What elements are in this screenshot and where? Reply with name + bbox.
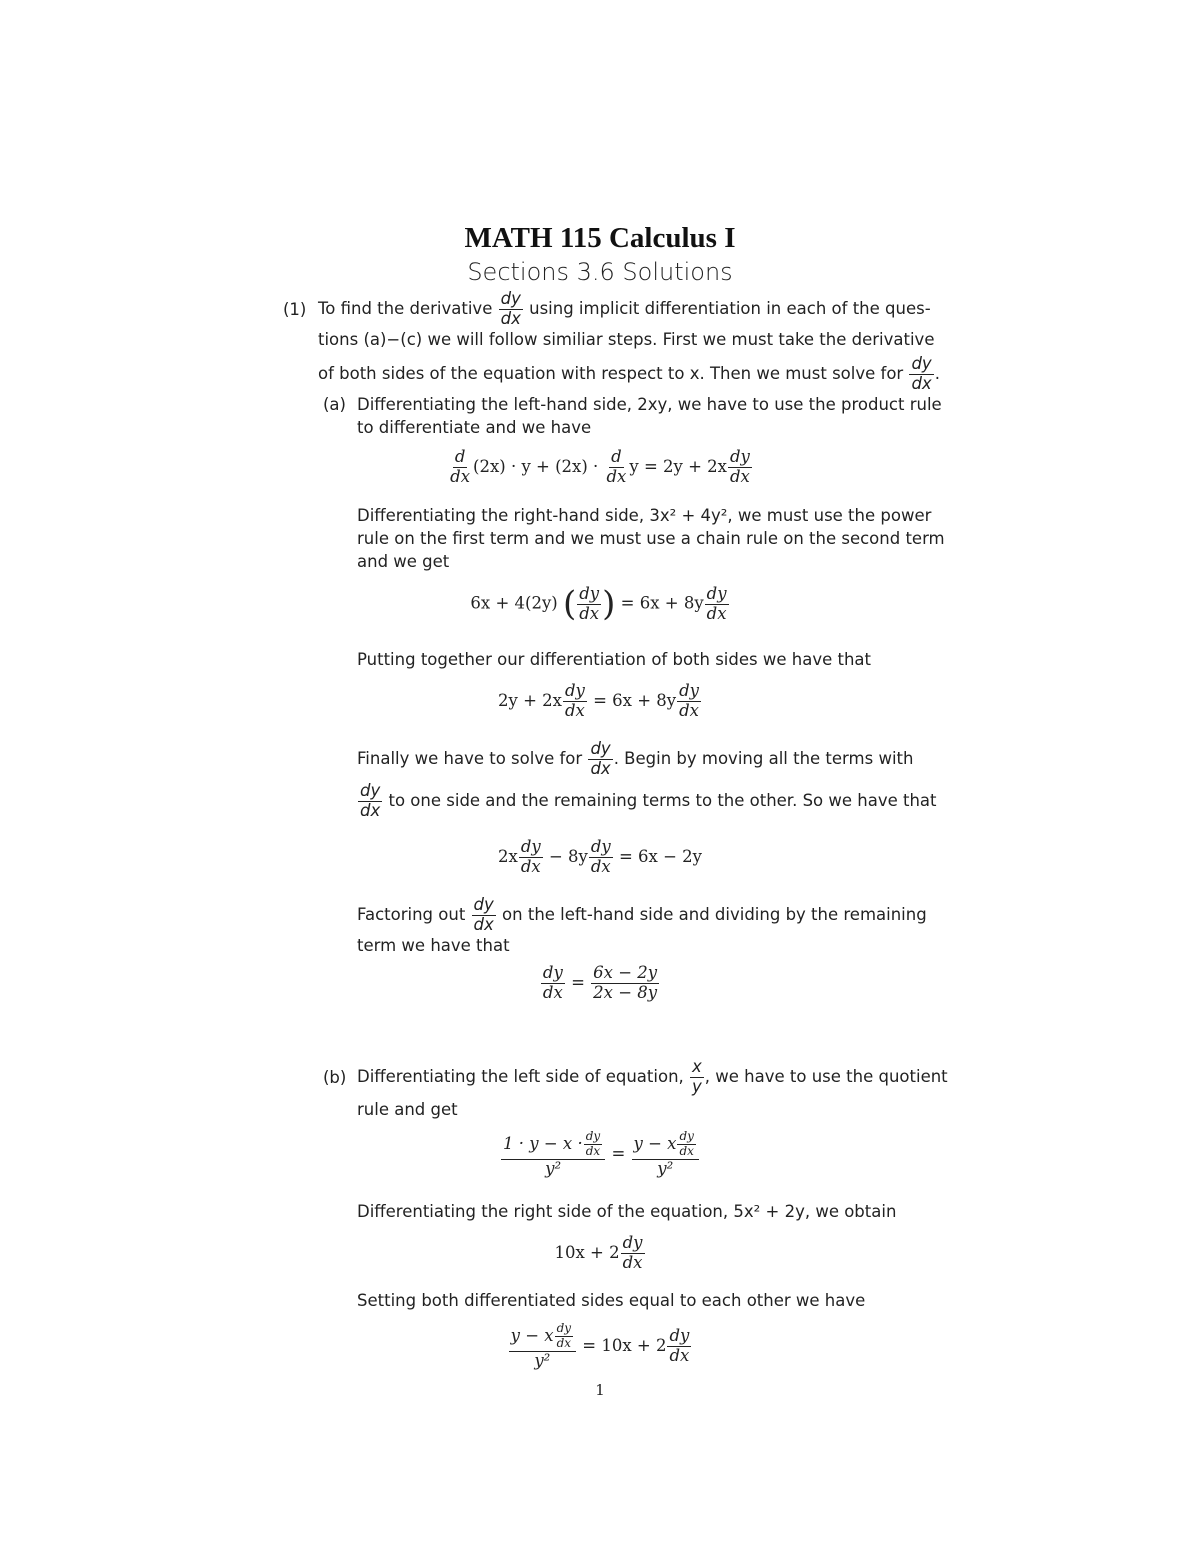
dy-dx-fraction — [563, 682, 587, 721]
frac-num: dy — [360, 781, 381, 800]
frac-num: dy — [729, 447, 750, 466]
part-a-text: Putting together our differentiation of both sides we have that — [357, 650, 871, 669]
frac-den: y² — [545, 1158, 562, 1178]
page-number: 1 — [595, 1381, 605, 1399]
dy-dx-fraction — [705, 585, 729, 624]
dy-dx-fraction — [621, 1234, 645, 1273]
frac-num: dy — [542, 963, 563, 982]
eq-text: 1 · y − x · — [503, 1133, 583, 1153]
eq-text: (2x) · y + (2x) · — [473, 456, 599, 476]
eq-text: = 6x − 2y — [618, 846, 702, 866]
frac-num — [509, 1322, 576, 1352]
frac-num: dy — [590, 739, 611, 758]
frac-num — [632, 1130, 699, 1160]
left-paren: ( — [562, 584, 577, 624]
part-a-text: term we have that — [357, 936, 510, 955]
frac-num: dy — [579, 583, 600, 603]
frac-den: y² — [657, 1158, 674, 1178]
dy-dx-fraction — [588, 740, 612, 779]
dy-dx-fraction — [577, 585, 601, 624]
frac-num: dy — [706, 583, 727, 603]
eq-text: 10x + 2 — [554, 1242, 620, 1262]
frac-num: x — [692, 1057, 702, 1076]
frac-num: dy — [911, 354, 932, 373]
frac-den: dx — [679, 700, 699, 720]
part-b-text: Setting both differentiated sides equal to each other we have — [357, 1291, 866, 1310]
equation-b1 — [0, 1130, 1200, 1179]
frac-den: dx — [622, 1252, 643, 1272]
quotient-fraction — [501, 1130, 605, 1179]
frac-den: dx — [500, 308, 521, 328]
intro-text: of both sides of the equation with respect to x. Then we must solve for — [318, 363, 904, 383]
eq-text: y = 2y + 2x — [629, 456, 727, 476]
eq-text: 6x + 4(2y) — [470, 593, 558, 613]
right-paren: ) — [602, 584, 616, 624]
equation-a1 — [0, 448, 1200, 487]
part-a-text: to differentiate and we have — [357, 418, 592, 437]
d-dx-fraction — [448, 448, 472, 487]
x-over-y-fraction — [690, 1058, 704, 1097]
equation-a2 — [0, 584, 1200, 624]
part-a-text: Factoring out — [357, 904, 466, 924]
equation-b2 — [0, 1234, 1200, 1273]
frac-num: d — [454, 447, 466, 466]
eq-text: = 6x + 8y — [593, 690, 677, 710]
dy-dx-fraction — [589, 838, 613, 877]
part-b-text: Differentiating the right side of the equation, 5x² + 2y, we obtain — [357, 1202, 897, 1221]
intro-text: using implicit differentiation in each of the ques- — [529, 298, 931, 318]
frac-num — [501, 1130, 605, 1160]
page-title: MATH 115 Calculus I — [464, 222, 736, 254]
part-a-text: Finally we have to solve for — [357, 748, 583, 768]
eq-text: 2x — [498, 846, 518, 866]
part-a-text: to one side and the remaining terms to the other. So we have that — [388, 790, 937, 810]
frac-den: dx — [579, 603, 600, 623]
quotient-fraction — [509, 1322, 576, 1371]
frac-den: dx — [669, 1345, 690, 1365]
eq-text: − 8y — [548, 846, 588, 866]
part-a-label: (a) — [323, 395, 346, 414]
eq-text: y − x — [633, 1133, 677, 1153]
frac-num: dy — [622, 1233, 643, 1252]
part-a-text: rule on the first term and we must use a chain rule on the second term — [357, 529, 945, 548]
part-a-text: on the left-hand side and dividing by the remaining — [502, 904, 927, 924]
dy-dx-fraction — [519, 838, 543, 877]
frac-num: dy — [500, 289, 521, 308]
problem-number: (1) — [283, 300, 307, 319]
intro-line-2: tions (a)−(c) we will follow similiar steps. First we must take the derivative — [318, 330, 935, 349]
frac-den: dx — [590, 758, 611, 778]
dy-dx-fraction — [541, 964, 565, 1003]
dy-dx-fraction — [358, 782, 382, 821]
frac-den: 2x − 8y — [593, 982, 658, 1002]
part-a-text: and we get — [357, 552, 450, 571]
part-a-text: Differentiating the left-hand side, 2xy, we have to use the product rule — [357, 395, 942, 414]
frac-num: dy — [585, 1129, 601, 1143]
dy-dx-fraction — [667, 1327, 691, 1366]
d-dx-fraction — [605, 448, 629, 487]
dy-dx-fraction — [677, 682, 701, 721]
frac-num: dy — [564, 681, 585, 700]
part-b-text: , we have to use the quotient — [704, 1066, 948, 1086]
quotient-fraction — [632, 1130, 699, 1179]
frac-den: dx — [450, 466, 471, 486]
part-b-text: Differentiating the left side of equation, — [357, 1066, 684, 1086]
frac-den: dx — [360, 800, 381, 820]
frac-num: dy — [679, 1129, 694, 1143]
frac-den: dx — [606, 466, 627, 486]
equation-a5 — [0, 964, 1200, 1003]
frac-num: dy — [473, 895, 494, 914]
frac-num: 6x − 2y — [593, 963, 658, 982]
frac-den: dx — [556, 1335, 572, 1350]
eq-text: = 6x + 8y — [620, 593, 704, 613]
part-b-label: (b) — [323, 1068, 347, 1087]
equation-b3 — [0, 1322, 1200, 1371]
frac-num: dy — [520, 837, 541, 856]
dy-dx-fraction — [472, 896, 496, 935]
intro-text: To find the derivative — [318, 298, 493, 318]
frac-den: dx — [706, 603, 727, 623]
eq-text: 2y + 2x — [498, 690, 562, 710]
intro-line-1 — [318, 290, 931, 329]
part-a-line-7 — [357, 740, 913, 779]
frac-num: d — [611, 447, 622, 466]
part-b-text: rule and get — [357, 1100, 458, 1119]
part-a-text: . Begin by moving all the terms with — [613, 748, 914, 768]
result-fraction — [591, 964, 659, 1003]
frac-den: dx — [585, 1143, 601, 1158]
intro-line-3 — [318, 355, 940, 394]
equals-sign: = — [571, 972, 585, 992]
frac-den: dx — [590, 856, 611, 876]
eq-text: = 10x + 2 — [582, 1335, 667, 1355]
dy-dx-small-fraction — [677, 1130, 695, 1159]
dy-dx-small-fraction — [584, 1130, 602, 1159]
part-a-line-9 — [357, 896, 927, 935]
dy-dx-small-fraction — [555, 1322, 573, 1351]
frac-den: dx — [911, 373, 932, 393]
dy-dx-fraction — [728, 448, 752, 487]
frac-den: dx — [564, 700, 585, 720]
frac-num: dy — [679, 681, 699, 700]
page-subtitle: Sections 3.6 Solutions — [467, 258, 733, 286]
intro-text: . — [934, 363, 940, 383]
frac-den: dx — [729, 466, 750, 486]
dy-dx-fraction — [909, 355, 933, 394]
equation-a4 — [0, 838, 1200, 877]
frac-den: dx — [542, 982, 563, 1002]
equals-sign: = — [611, 1143, 626, 1163]
equation-a3 — [0, 682, 1200, 721]
frac-den: dx — [473, 914, 494, 934]
eq-text: y − x — [510, 1325, 554, 1345]
frac-den: dx — [679, 1143, 694, 1158]
part-a-line-8 — [357, 782, 937, 821]
frac-den: y² — [534, 1350, 551, 1370]
part-a-text: Differentiating the right-hand side, 3x² + 4y², we must use the power — [357, 506, 932, 525]
frac-num: dy — [590, 837, 611, 856]
frac-den: y — [692, 1076, 702, 1096]
dy-dx-fraction — [499, 290, 523, 329]
frac-den: dx — [520, 856, 541, 876]
frac-num: dy — [556, 1321, 572, 1335]
frac-num: dy — [669, 1325, 690, 1345]
part-b-line-1 — [357, 1058, 948, 1097]
